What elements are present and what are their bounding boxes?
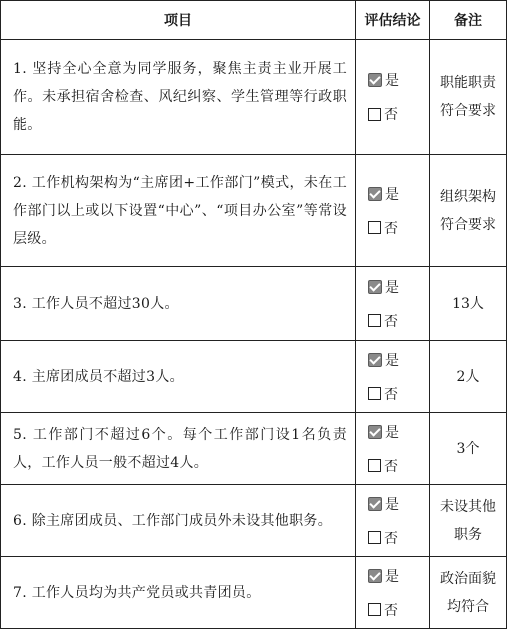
table-row	[1, 341, 507, 413]
unchecked-box-icon[interactable]	[368, 221, 381, 234]
option-yes[interactable]: 是	[356, 177, 429, 211]
table-row	[1, 413, 507, 485]
option-no[interactable]: 否	[356, 211, 429, 245]
row-4-text: 4. 主席团成员不超过3人。	[1, 341, 356, 413]
option-yes[interactable]: 是	[356, 415, 429, 449]
checked-box-icon[interactable]	[368, 187, 382, 201]
option-yes[interactable]: 是	[356, 63, 429, 97]
option-yes[interactable]: 是	[356, 487, 429, 521]
unchecked-box-icon[interactable]	[368, 459, 381, 472]
unchecked-box-icon[interactable]	[368, 314, 381, 327]
option-no[interactable]: 否	[356, 593, 429, 627]
option-no[interactable]: 否	[356, 449, 429, 483]
row-7-text: 7. 工作人员均为共产党员或共青团员。	[1, 557, 356, 629]
row-5-note: 3个	[430, 413, 507, 485]
table-header-row	[1, 1, 507, 40]
option-yes[interactable]: 是	[356, 559, 429, 593]
option-no[interactable]: 否	[356, 377, 429, 411]
unchecked-box-icon[interactable]	[368, 603, 381, 616]
option-yes[interactable]: 是	[356, 270, 429, 304]
checked-box-icon[interactable]	[368, 280, 382, 294]
option-yes[interactable]: 是	[356, 343, 429, 377]
row-7-note: 政治面貌均符合	[430, 557, 507, 629]
row-7-eval	[356, 557, 430, 629]
row-5-text: 5. 工作部门不超过6个。每个工作部门设1名负责人，工作人员一般不超过4人。	[1, 413, 356, 485]
header-note: 备注	[430, 1, 507, 40]
row-4-eval	[356, 341, 430, 413]
checked-box-icon[interactable]	[368, 353, 382, 367]
row-3-eval	[356, 267, 430, 341]
table-row	[1, 267, 507, 341]
table-row	[1, 40, 507, 155]
row-2-text: 2. 工作机构架构为“主席团+工作部门”模式，未在工作部门以上或以下设置“中心”、“项目办公室”等常设层级。	[1, 155, 356, 267]
unchecked-box-icon[interactable]	[368, 108, 381, 121]
row-5-eval	[356, 413, 430, 485]
checked-box-icon[interactable]	[368, 497, 382, 511]
option-no[interactable]: 否	[356, 97, 429, 131]
row-6-eval	[356, 485, 430, 557]
checked-box-icon[interactable]	[368, 569, 382, 583]
row-6-note: 未设其他职务	[430, 485, 507, 557]
unchecked-box-icon[interactable]	[368, 387, 381, 400]
checked-box-icon[interactable]	[368, 425, 382, 439]
row-3-text: 3. 工作人员不超过30人。	[1, 267, 356, 341]
row-2-note: 组织架构符合要求	[430, 155, 507, 267]
table-row	[1, 485, 507, 557]
unchecked-box-icon[interactable]	[368, 531, 381, 544]
checked-box-icon[interactable]	[368, 73, 382, 87]
table-row	[1, 557, 507, 629]
row-4-note: 2人	[430, 341, 507, 413]
header-conclusion: 评估结论	[356, 1, 430, 40]
row-1-note: 职能职责符合要求	[430, 40, 507, 155]
row-3-note: 13人	[430, 267, 507, 341]
header-item: 项目	[1, 1, 356, 40]
option-no[interactable]: 否	[356, 304, 429, 338]
option-no[interactable]: 否	[356, 521, 429, 555]
table-row	[1, 155, 507, 267]
row-6-text: 6. 除主席团成员、工作部门成员外未设其他职务。	[1, 485, 356, 557]
row-2-eval	[356, 155, 430, 267]
row-1-eval	[356, 40, 430, 155]
row-1-text: 1. 坚持全心全意为同学服务，聚焦主责主业开展工作。未承担宿舍检查、风纪纠察、学生管理等行政职能。	[1, 40, 356, 155]
